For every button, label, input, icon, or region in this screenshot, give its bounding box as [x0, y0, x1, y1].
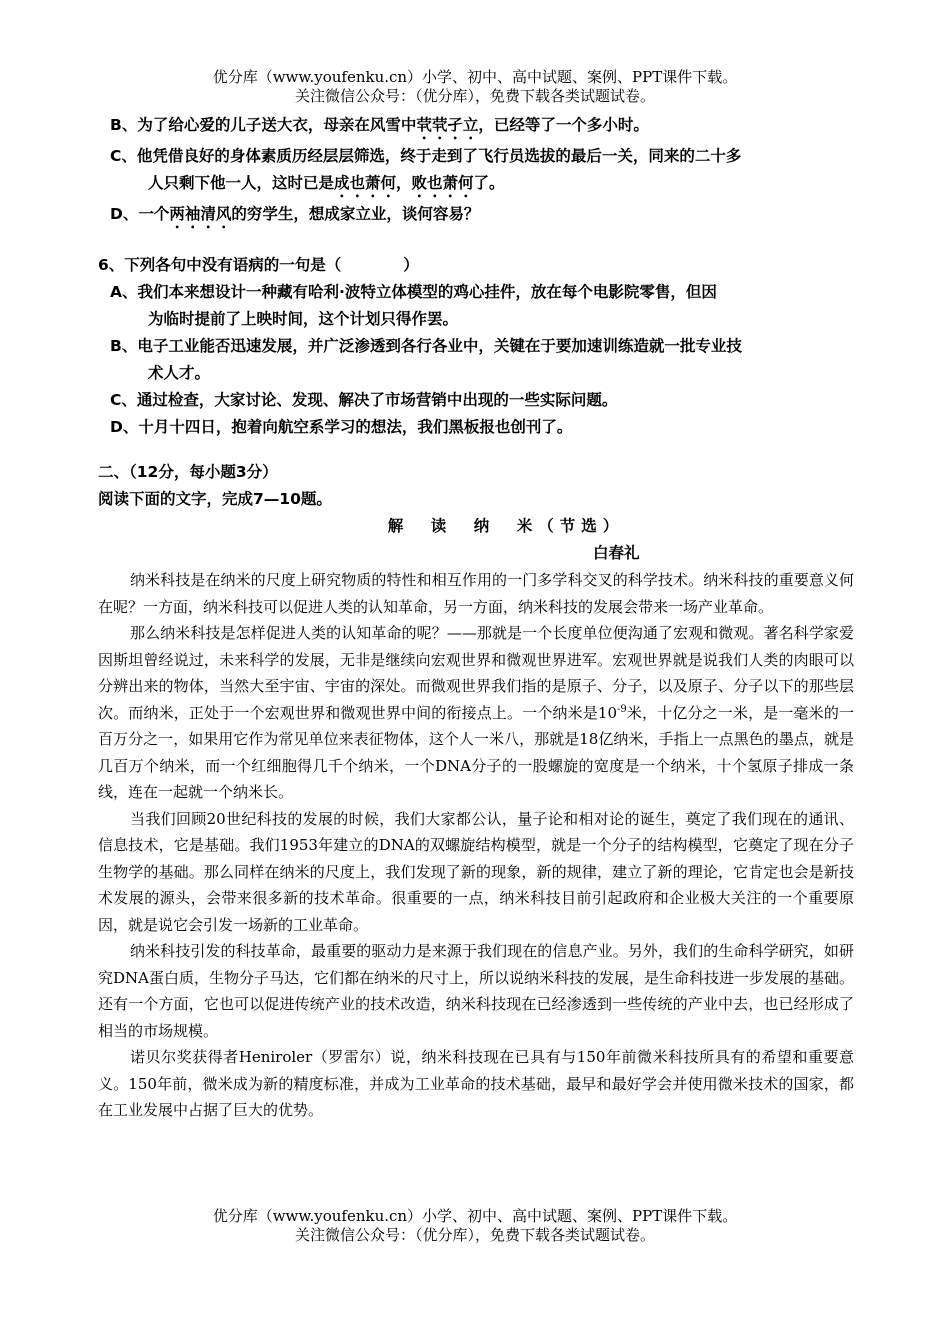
- q6-option-d: D、十月十四日，抱着向航空系学习的想法，我们黑板报也创刊了。: [110, 418, 573, 436]
- article-paragraph-5: 诺贝尔奖获得者Heniroler（罗雷尔）说，纳米科技现在已具有与150年前微米科技所具有的希望和重要意义。150年前，微米成为新的精度标准，并成为工业革命的技术基础，最早和最好学会并使用微米技术的国家，都在工业发展中占据了巨大的优势。: [98, 1048, 854, 1119]
- exam-content: [98, 112, 854, 1124]
- footer-line-2: 关注微信公众号：（优分库），免费下载各类试题试卷。: [294, 1226, 655, 1244]
- q6-title: 6、下列各句中没有语病的一句是（ ）: [98, 256, 419, 274]
- header-line-2: 关注微信公众号：（优分库），免费下载各类试题试卷。: [294, 87, 655, 105]
- footer-line-1: 优分库（www.youfenku.cn）小学、初中、高中试题、案例、PPT课件下载。: [212, 1207, 738, 1225]
- q5-option-d: D、一个两袖清风的穷学生，想成家立业，谈何容易？: [110, 205, 480, 223]
- emphasized-idiom: 成也萧何，败也萧何: [334, 174, 474, 192]
- q5-option-b: B、为了给心爱的儿子送大衣，母亲在风雪中茕茕孑立，已经等了一个多小时。: [110, 116, 649, 134]
- article-author: 白春礼: [593, 544, 640, 562]
- article-paragraph-3: 当我们回顾20世纪科技的发展的时候，我们大家都公认，量子论和相对论的诞生，奠定了我们现在的通讯、信息技术，它是基础。我们1953年建立的DNA的双螺旋结构模型，就是一个分子的结构模型，它奠定了现在分子生物学的基础。那么同样在纳米的尺度上，我们发现了新的现象，新的规律，建立了新的理论，它肯定也会是新技术发展的源头，会带来很多新的技术革命。很重要的一点，纳米科技目前引起政府和企业极大关注的一个重要原因，就是说它会引发一场新的工业革命。: [98, 809, 854, 934]
- q6-option-b: B、电子工业能否迅速发展，并广泛渗透到各行各业中，关键在于要加速训练造就一批专业技 术人才。: [110, 337, 742, 382]
- emphasized-idiom: 茕茕孑立: [416, 116, 479, 134]
- q6-option-c: C、通过检查，大家讨论、发现、解决了市场营销中出现的一些实际问题。: [110, 391, 618, 409]
- page-footer: [0, 1207, 950, 1245]
- section-2-heading: 二、（12分，每小题3分）: [98, 463, 278, 481]
- page-header: [0, 68, 950, 106]
- article-paragraph-1: 纳米科技是在纳米的尺度上研究物质的特性和相互作用的一门多学科交叉的科学技术。纳米科技的重要意义何在呢？一方面，纳米科技可以促进人类的认知革命，另一方面，纳米科技的发展会带来一场产业革命。: [98, 571, 854, 616]
- article-paragraph-2: 那么纳米科技是怎样促进人类的认知革命的呢？——那就是一个长度单位便沟通了宏观和微观。著名科学家爱因斯坦曾经说过，未来科学的发展，无非是继续向宏观世界和微观世界进军。宏观世界就是说我们人类的肉眼可以分辨出来的物体，当然大至宇宙、宇宙的深处。而微观世界我们指的是原子、分子，以及原子、分子以下的那些层次。而纳米，正处于一个宏观世界和微观世界中间的衔接点上。一个纳米是$10^{-9}$米，十亿分之一米，是一毫米的一百万分之一，如果用它作为常见单位来表征物体，这个人一米八，那就是18亿纳米，手指上一点黑色的墨点，就是几百万个纳米，而一个红细胞得几千个纳米，一个DNA分子的一股螺旋的宽度是一个纳米，十个氢原子排成一条线，连在一起就一个纳米长。: [98, 624, 854, 801]
- section-2-instruction: 阅读下面的文字，完成7—10题。: [98, 490, 332, 508]
- article-title: 解 读 纳 米（节选）: [387, 517, 625, 535]
- header-line-1: 优分库（www.youfenku.cn）小学、初中、高中试题、案例、PPT课件下载。: [212, 68, 738, 86]
- emphasized-idiom: 两袖清风: [169, 205, 232, 223]
- q5-option-c: C、他凭借良好的身体素质历经层层筛选，终于走到了飞行员选拔的最后一关，同来的二十多 人只剩下他一人，这时已是成也萧何，败也萧何了。: [110, 147, 742, 192]
- q6-option-a: A、我们本来想设计一种藏有哈利·波特立体模型的鸡心挂件，放在每个电影院零售，但因 为临时提前了上映时间，这个计划只得作罢。: [110, 283, 717, 328]
- article-paragraph-4: 纳米科技引发的科技革命，最重要的驱动力是来源于我们现在的信息产业。另外，我们的生命科学研究，如研究DNA蛋白质，生物分子马达，它们都在纳米的尺寸上，所以说纳米科技的发展，是生命科技进一步发展的基础。还有一个方面，它也可以促进传统产业的技术改造，纳米科技现在已经渗透到一些传统的产业中去，也已经形成了相当的市场规模。: [98, 942, 854, 1040]
